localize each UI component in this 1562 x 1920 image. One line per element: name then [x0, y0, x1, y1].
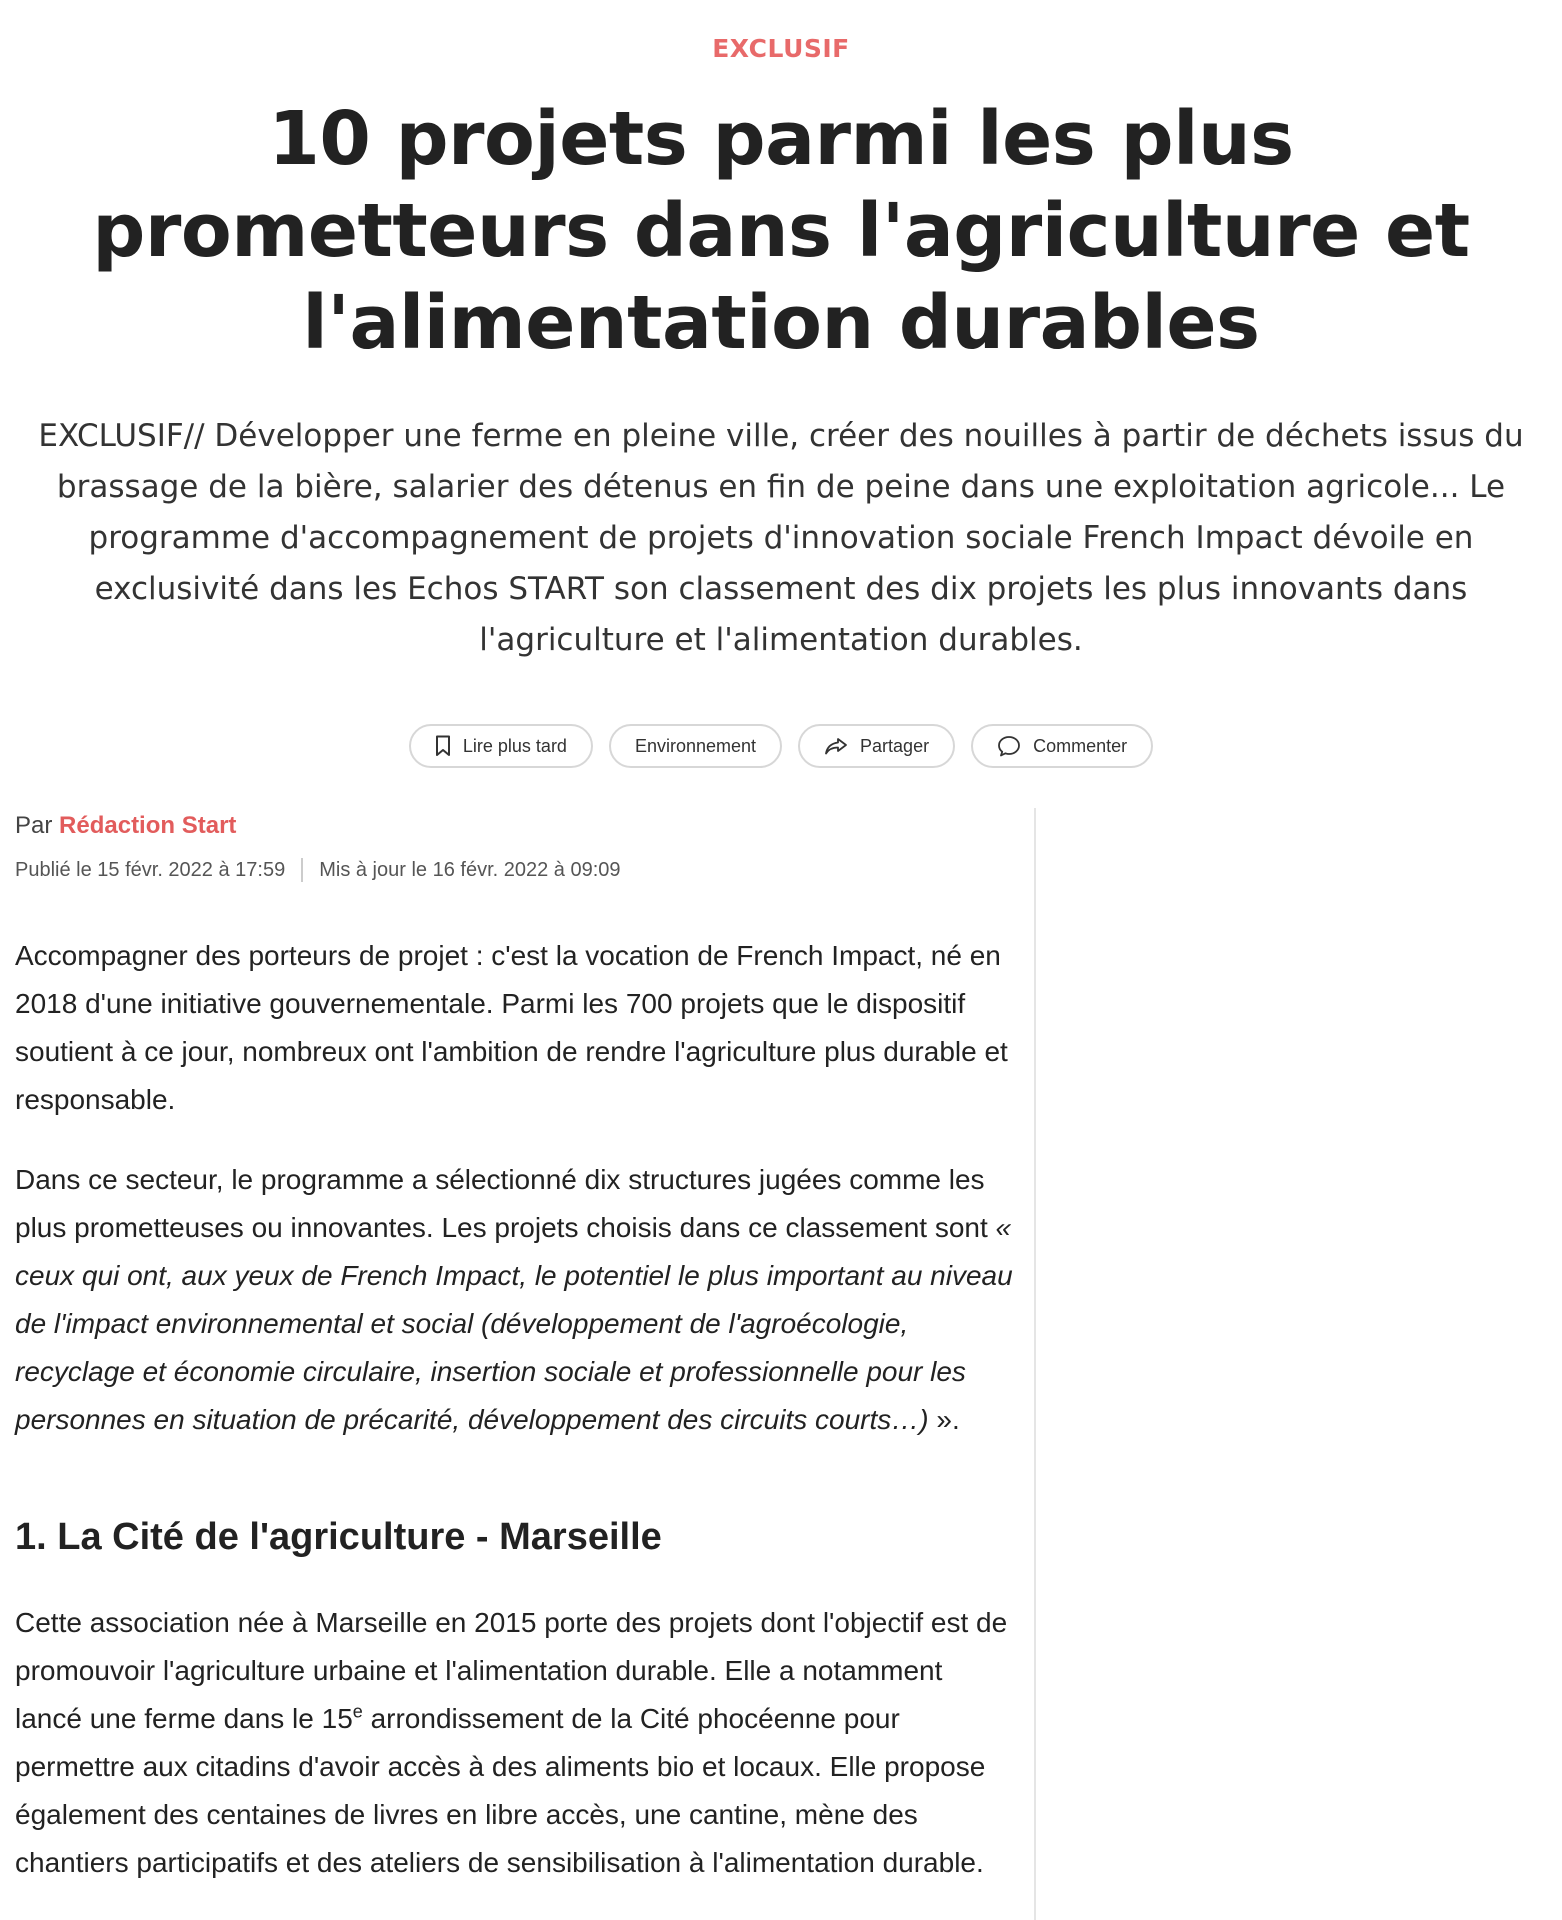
speech-bubble-icon: [997, 735, 1021, 757]
author-link[interactable]: Rédaction Start: [59, 812, 237, 839]
share-label: Partager: [860, 735, 930, 756]
topic-tag-button[interactable]: [609, 724, 782, 768]
page-title: 10 projets parmi les plus prometteurs dans l'agriculture et l'alimentation durables: [92, 96, 1470, 366]
published-date: Publié le 15 févr. 2022 à 17:59: [15, 858, 286, 881]
read-later-label: Lire plus tard: [462, 735, 567, 756]
byline: [15, 812, 1015, 840]
read-later-button[interactable]: [409, 724, 593, 768]
article-actions: [0, 724, 1562, 768]
paragraph-2: [15, 1156, 1015, 1444]
topic-tag-label: Environnement: [634, 735, 757, 756]
paragraph-1: Accompagner des porteurs de projet : c'est la vocation de French Impact, né en 2018 d'une initiative gouvernementale. Parmi les 700 projets que le dispositif soutient à ce jour, nombreux ont l'ambition de rendre l'agriculture plus durable et responsable.: [15, 940, 1008, 1115]
paragraph-2-quote: « ceux qui ont, aux yeux de French Impact, le potentiel le plus important au niveau de l'impact environnemental et social (développement de l'agroécologie, recyclage et économie circulaire, insertion sociale et professionnelle pour les personnes en situation de précarité, développement des circuits courts…): [15, 1212, 1013, 1435]
share-button[interactable]: [798, 724, 955, 768]
kicker-label: EXCLUSIF: [712, 34, 850, 63]
paragraph-2-intro: Dans ce secteur, le programme a sélectionné dix structures jugées comme les plus prometteuses ou innovantes. Les projets choisis dans ce classement sont: [15, 1164, 996, 1243]
bookmark-icon: [435, 735, 451, 757]
paragraph-3: [15, 1599, 1015, 1887]
article-lead: EXCLUSIF// Développer une ferme en pleine ville, créer des nouilles à partir de déchets issus du brassage de la bière, salarier des détenus en fin de peine dans une exploitation agricole... Le programme d'accompagnement de projets d'innovation sociale French Impact dévoile en exclusivité dans les Echos START son classement des dix projets les plus innovants dans l'agriculture et l'alimentation durables.: [38, 418, 1524, 658]
article-header: [0, 0, 1562, 768]
column-divider: [1034, 808, 1036, 1920]
article-body: [15, 812, 1015, 1887]
date-separator: [301, 858, 303, 882]
paragraph-2-end: ».: [928, 1404, 960, 1435]
share-arrow-icon: [824, 737, 848, 755]
section-heading: 1. La Cité de l'agriculture - Marseille: [15, 1516, 662, 1558]
ordinal-superscript: e: [352, 1701, 363, 1722]
paragraph-3-part-b: arrondissement de la Cité phocéenne pour permettre aux citadins d'avoir accès à des aliments bio et locaux. Elle propose également des centaines de livres en libre accès, une cantine, mène des chantiers participatifs et des ateliers de sensibilisation à l'alimentation durable.: [15, 1703, 986, 1878]
updated-date: Mis à jour le 16 févr. 2022 à 09:09: [319, 858, 621, 881]
article-dates: [15, 858, 1015, 882]
comment-label: Commenter: [1033, 735, 1128, 756]
comment-button[interactable]: [971, 724, 1153, 768]
paragraph-3-part-a: Cette association née à Marseille en 2015 porte des projets dont l'objectif est de promouvoir l'agriculture urbaine et l'alimentation durable. Elle a notamment lancé une ferme dans le 15: [15, 1607, 1008, 1734]
byline-prefix: Par: [15, 812, 53, 839]
